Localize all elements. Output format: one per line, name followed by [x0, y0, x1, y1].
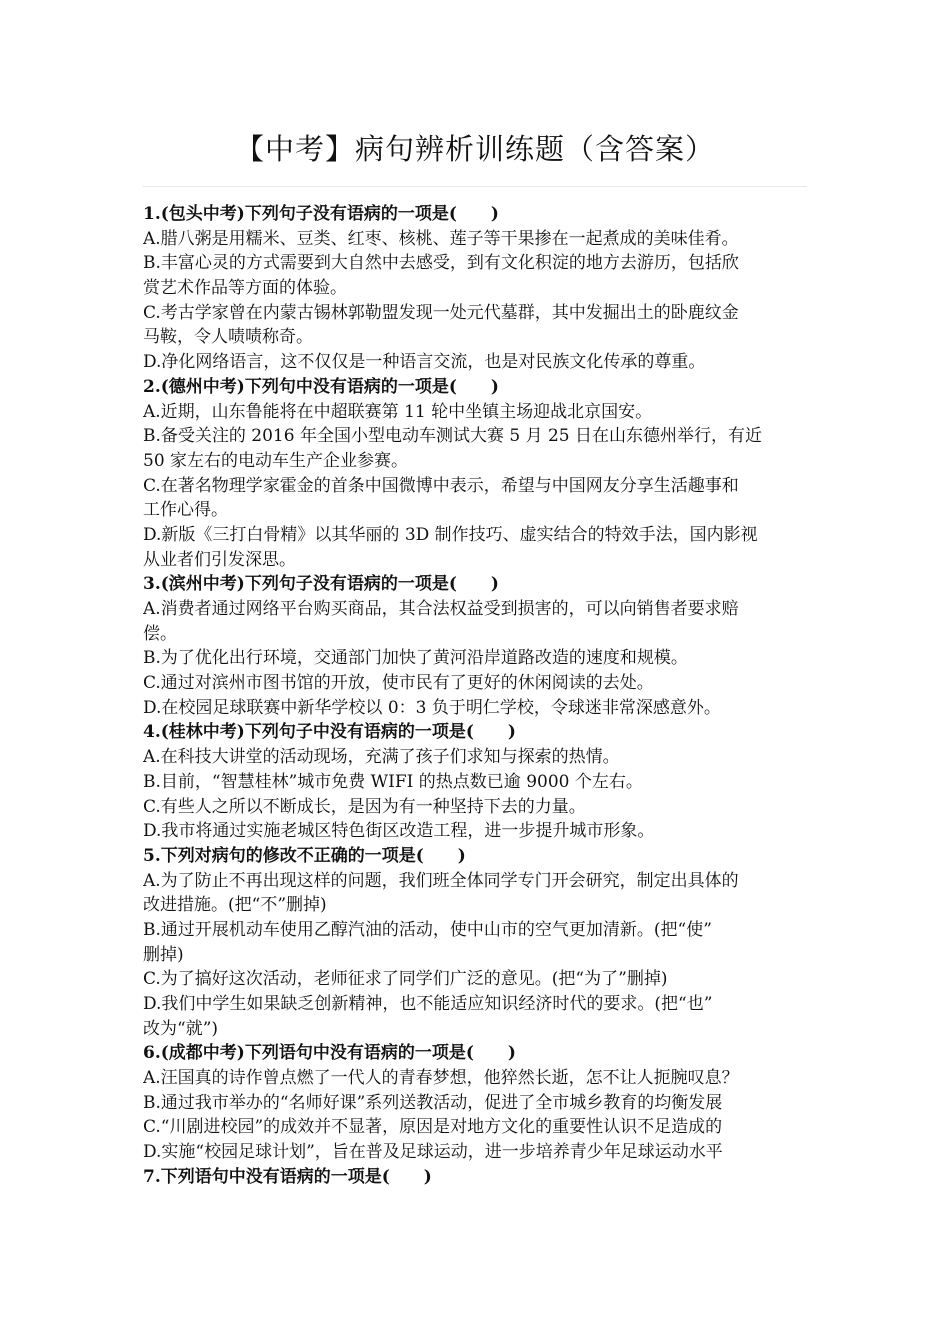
text-line: 改为“就”) [143, 1018, 219, 1039]
text-line: B.通过我市举办的“名师好课”系列送教活动，促进了全市城乡教育的均衡发展 [143, 1092, 723, 1113]
text-line: A.消费者通过网络平台购买商品，其合法权益受到损害的，可以向销售者要求赔 [143, 599, 739, 619]
text-line: B.丰富心灵的方式需要到大自然中去感受，到有文化积淀的地方去游历，包括欣 [143, 253, 739, 274]
text-line: D.净化网络语言，这不仅仅是一种语言交流，也是对民族文化传承的尊重。 [143, 352, 706, 373]
text-line: 50 家左右的电动车生产企业参赛。 [143, 450, 409, 471]
text-line: 从业者们引发深思。 [143, 549, 296, 570]
text-line: 赏艺术作品等方面的体验。 [143, 278, 347, 299]
text-line: 马鞍，令人啧啧称奇。 [143, 327, 313, 348]
text-line: B.为了优化出行环境，交通部门加快了黄河沿岸道路改造的速度和规模。 [143, 648, 688, 669]
text-line: A.在科技大讲堂的活动现场，充满了孩子们求知与探索的热情。 [143, 747, 620, 768]
text-line: D.我市将通过实施老城区特色街区改造工程，进一步提升城市形象。 [143, 821, 655, 842]
question-heading: 5.下列对病句的修改不正确的一项是( ) [143, 845, 466, 866]
title-divider [143, 186, 807, 187]
text-line: B.通过开展机动车使用乙醇汽油的活动，使中山市的空气更加清新。(把“使” [143, 919, 712, 940]
text-line: A.腊八粥是用糯米、豆类、红枣、核桃、莲子等干果掺在一起煮成的美味佳肴。 [143, 228, 739, 249]
question-heading: 3.(滨州中考)下列句子没有语病的一项是( ) [143, 574, 499, 595]
question-heading: 4.(桂林中考)下列句子中没有语病的一项是( ) [143, 722, 516, 743]
text-line: 工作心得。 [143, 500, 228, 521]
question-list [143, 202, 809, 1190]
text-line: D.在校园足球联赛中新华学校以 0：3 负于明仁学校，令球迷非常深感意外。 [143, 697, 721, 718]
text-line: A.为了防止不再出现这样的问题，我们班全体同学专门开会研究，制定出具体的 [143, 870, 739, 891]
text-line: D.我们中学生如果缺乏创新精神，也不能适应知识经济时代的要求。(把“也” [143, 994, 713, 1014]
question-heading: 2.(德州中考)下列句中没有语病的一项是( ) [143, 376, 499, 397]
question-heading: 7.下列语句中没有语病的一项是( ) [143, 1166, 432, 1187]
text-line: A.汪国真的诗作曾点燃了一代人的青春梦想，他猝然长逝，怎不让人扼腕叹息？ [143, 1068, 739, 1089]
text-line: 偿。 [143, 623, 177, 644]
text-line: A.近期，山东鲁能将在中超联赛第 11 轮中坐镇主场迎战北京国安。 [143, 401, 653, 422]
text-line: C.有些人之所以不断成长，是因为有一种坚持下去的力量。 [143, 796, 586, 817]
text-line: B.目前，“智慧桂林”城市免费 WIFI 的热点数已逾 9000 个左右。 [143, 771, 643, 792]
text-line: B.备受关注的 2016 年全国小型电动车测试大赛 5 月 25 日在山东德州举行，有近 [143, 426, 763, 447]
text-line: C.考古学家曾在内蒙古锡林郭勒盟发现一处元代墓群，其中发掘出土的卧鹿纹金 [143, 302, 739, 323]
page-title: 【中考】病句辨析训练题（含答案） [234, 132, 715, 166]
text-line: C.在著名物理学家霍金的首条中国微博中表示，希望与中国网友分享生活趣事和 [143, 475, 739, 496]
text-line: C.为了搞好这次活动，老师征求了同学们广泛的意见。(把“为了”删掉) [143, 969, 668, 990]
text-line: C.“川剧进校园”的成效并不显著，原因是对地方文化的重要性认识不足造成的 [143, 1117, 723, 1138]
text-line: 删掉) [143, 944, 184, 965]
question-heading: 6.(成都中考)下列语句中没有语病的一项是( ) [143, 1043, 516, 1064]
text-line: D.新版《三打白骨精》以其华丽的 3D 制作技巧、虚实结合的特效手法，国内影视 [143, 524, 758, 545]
text-line: C.通过对滨州市图书馆的开放，使市民有了更好的休闲阅读的去处。 [143, 673, 654, 694]
text-line: D.实施“校园足球计划”，旨在普及足球运动，进一步培养青少年足球运动水平 [143, 1142, 723, 1163]
text-line: 改进措施。(把“不”删掉) [143, 895, 327, 916]
question-heading: 1.(包头中考)下列句子没有语病的一项是( ) [143, 204, 499, 224]
